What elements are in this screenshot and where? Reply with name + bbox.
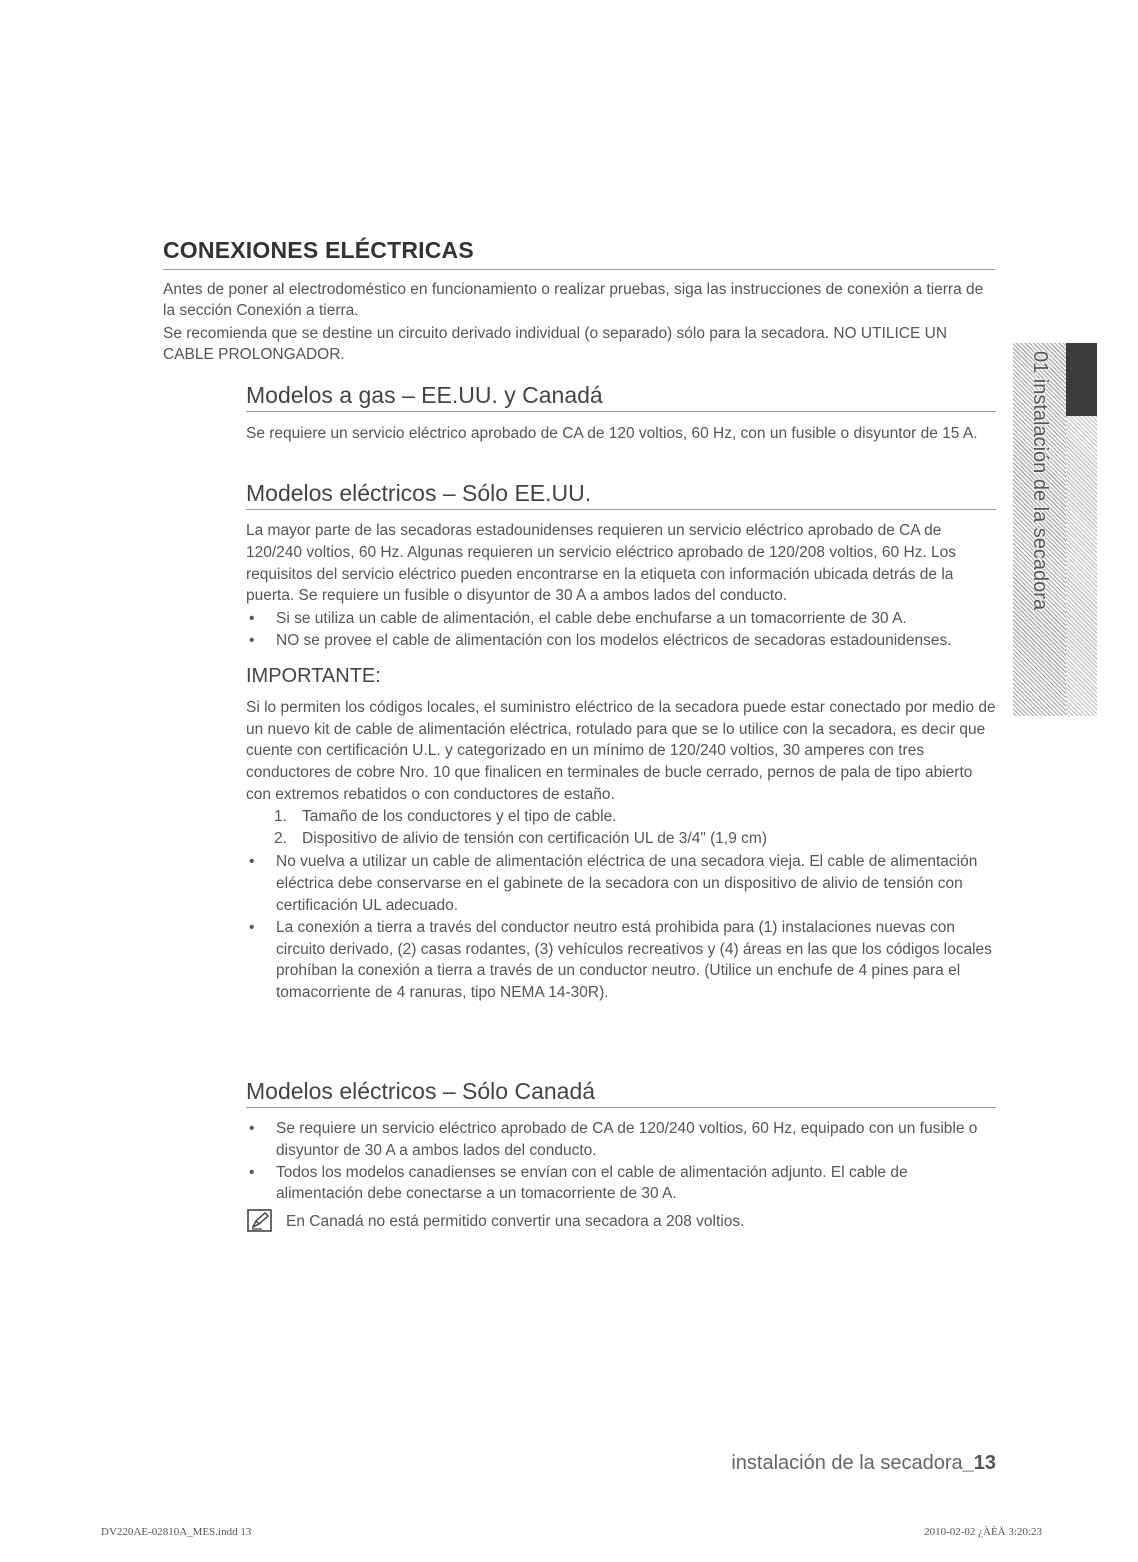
list-item: • Se requiere un servicio eléctrico aprobado de CA de 120/240 voltios, 60 Hz, equipado con un fusible o disyuntor de 30 A a ambos lados del conducto. bbox=[246, 1118, 996, 1162]
list-item: 1. Tamaño de los conductores y el tipo de cable. bbox=[274, 807, 617, 825]
section-heading: Modelos eléctricos – Sólo EE.UU. bbox=[246, 480, 996, 510]
numbered-list bbox=[246, 806, 996, 850]
print-info-file: DV220AE-02810A_MES.indd 13 bbox=[101, 1526, 252, 1538]
footer-label: instalación de la secadora bbox=[731, 1452, 963, 1474]
section-gas bbox=[246, 382, 996, 445]
list-item: 2. Dispositivo de alivio de tensión con certificación UL de 3/4" (1,9 cm) bbox=[274, 829, 767, 847]
important-heading: IMPORTANTE: bbox=[246, 664, 381, 687]
section-electric-us bbox=[246, 480, 996, 1004]
list-item: • Todos los modelos canadienses se envían con el cable de alimentación adjunto. El cable de alimentación debe conectarse a un tomacorriente de 30 A. bbox=[246, 1162, 996, 1206]
note-text: En Canadá no está permitido convertir una secadora a 208 voltios. bbox=[286, 1213, 745, 1231]
section-text: Se requiere un servicio eléctrico aprobado de CA de 120 voltios, 60 Hz, con un fusible o disyuntor de 15 A. bbox=[246, 425, 978, 442]
bullet-list bbox=[246, 1118, 996, 1205]
section-heading: Modelos a gas – EE.UU. y Canadá bbox=[246, 382, 996, 412]
print-info-date: 2010-02-02 ¿ÀÈÄ 3:20:23 bbox=[924, 1526, 1042, 1538]
page-title: CONEXIONES ELÉCTRICAS bbox=[163, 237, 995, 270]
page-footer bbox=[600, 1452, 996, 1475]
intro bbox=[163, 279, 993, 367]
chapter-side-tab bbox=[1013, 343, 1097, 716]
page-number: _13 bbox=[962, 1452, 996, 1474]
intro-paragraph: Antes de poner al electrodoméstico en funcionamiento o realizar pruebas, siga las instrucciones de conexión a tierra de la sección Conexión a tierra. bbox=[163, 281, 984, 319]
note-icon bbox=[247, 1209, 273, 1233]
important-text: Si lo permiten los códigos locales, el suministro eléctrico de la secadora puede estar conectado por medio de un nuevo kit de cable de alimentación eléctrica, rotulado para que se lo utilice con la secadora, es decir que cuente con certificación U.L. y categorizado en un mínimo de 120/240 voltios, 30 amperes con tres conductores de cobre Nro. 10 que finalicen en terminales de bucle cerrado, pernos de pala de tipo abierto con extremos rebatidos o con conductores de estaño. bbox=[246, 698, 996, 803]
list-item: • NO se provee el cable de alimentación con los modelos eléctricos de secadoras estadounidenses. bbox=[246, 630, 996, 652]
list-item: • Si se utiliza un cable de alimentación, el cable debe enchufarse a un tomacorriente de 30 A. bbox=[246, 608, 996, 630]
list-item: • La conexión a tierra a través del conductor neutro está prohibida para (1) instalaciones nuevas con circuito derivado, (2) casas rodantes, (3) vehículos recreativos y (4) áreas en las que los códigos locales prohíban la conexión a tierra a través de un conductor neutro. (Utilice un enchufe de 4 pines para el tomacorriente de 4 ranuras, tipo NEMA 14-30R). bbox=[246, 917, 996, 1004]
list-item: • No vuelva a utilizar un cable de alimentación eléctrica de una secadora vieja. El cable de alimentación eléctrica debe conservarse en el gabinete de la secadora con un dispositivo de alivio de tensión con certificación UL adecuado. bbox=[246, 851, 996, 916]
bullet-list bbox=[246, 851, 996, 1004]
note bbox=[246, 1211, 996, 1233]
bullet-list bbox=[246, 608, 996, 652]
side-tab-pattern-light bbox=[1066, 416, 1097, 716]
section-heading: Modelos eléctricos – Sólo Canadá bbox=[246, 1078, 996, 1108]
section-canada bbox=[246, 1078, 996, 1233]
intro-paragraph: Se recomienda que se destine un circuito derivado individual (o separado) sólo para la secadora. NO UTILICE UN CABLE PROLONGADOR. bbox=[163, 325, 948, 363]
section-text: La mayor parte de las secadoras estadounidenses requieren un servicio eléctrico aprobado de CA de 120/240 voltios, 60 Hz. Algunas requieren un servicio eléctrico aprobado de 120/208 voltios, 60 Hz. Los requisitos del servicio eléctrico pueden encontrarse en la etiqueta con información ubicada detrás de la puerta. Se requiere un fusible o disyuntor de 30 A a ambos lados del conducto. bbox=[246, 522, 956, 605]
side-tab-marker bbox=[1066, 343, 1097, 416]
side-tab-label: 01 instalación de la secadora bbox=[1029, 351, 1051, 611]
